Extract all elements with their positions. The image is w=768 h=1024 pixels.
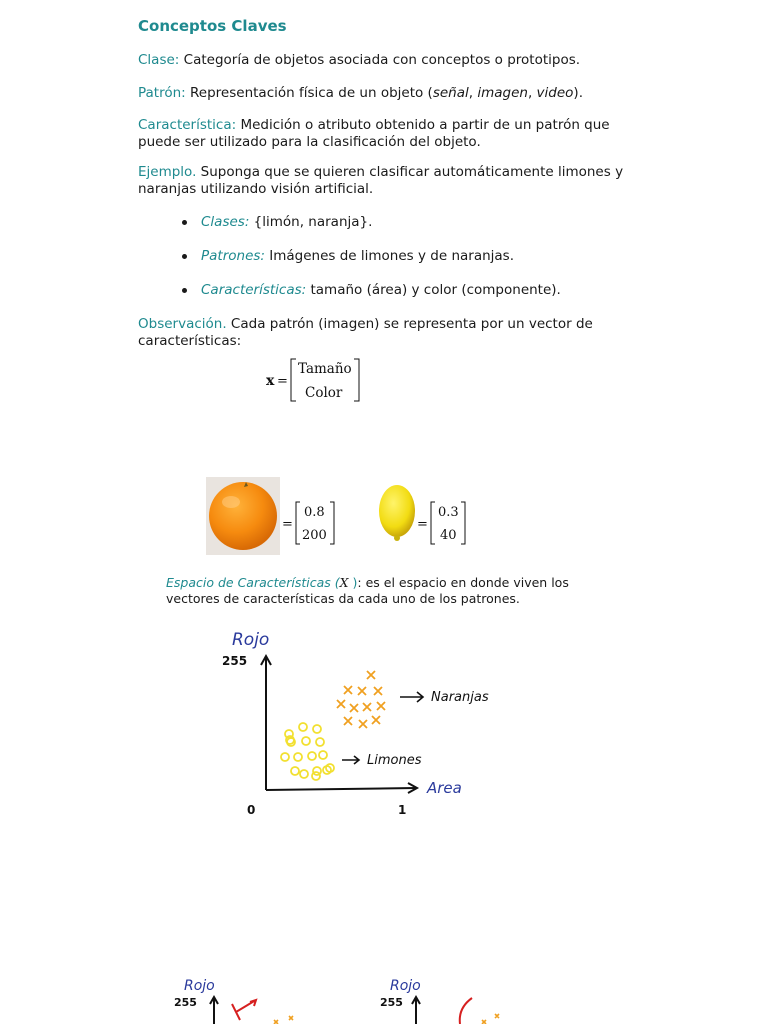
patron-example-image: imagen [477,85,528,101]
naranja-point [344,717,352,725]
red-curve-icon [460,998,472,1024]
naranja-point [344,686,352,694]
observacion-term: Observación. [138,316,227,332]
naranja-point [372,716,380,724]
naranja-point [337,700,345,708]
limon-point [319,751,327,759]
limon-point [294,753,302,761]
caracteristica-text: Medición o atributo obtenido a partir de un patrón que puede ser utilizado para la clasificación del objeto. [138,117,610,150]
limon-point [313,725,321,733]
caracteristica-colon: : [231,117,237,133]
plot-xmin: 0 [247,803,256,817]
x-axis [266,788,416,790]
espacio-symbol: X [339,575,349,590]
caracteristica-term: Característica [138,117,232,133]
naranjas-cluster [337,671,385,728]
list-item [176,212,616,246]
bullet-term: Patrones: [201,248,265,264]
observacion-paragraph [138,316,638,350]
bottom-left-ymax: 255 [174,996,197,1009]
plot-ylabel: Rojo [232,630,270,650]
feature-vector-equation [262,354,372,406]
left-bracket [291,359,296,401]
bullet-text: tamaño (área) y color (componente). [306,282,561,298]
naranja-point [374,687,382,695]
limon-point [302,737,310,745]
limon-point [291,767,299,775]
right-bracket [354,359,359,401]
ejemplo-term: Ejemplo. [138,164,197,180]
limon-point [299,723,307,731]
limon-point [316,738,324,746]
patron-sep-2: , [527,85,537,101]
patron-example-signal: señal [432,85,469,101]
limones-arrow [342,756,359,764]
vector-lhs: x [266,373,275,389]
patron-colon: : [181,85,186,101]
limon-point [281,753,289,761]
espacio-text: : es el espacio en donde viven los vectores de características da cada uno de los patrones. [166,575,569,606]
clase-colon: : [174,52,180,68]
limones-label: Limones [367,753,422,768]
example-bullet-list [176,212,616,314]
naranja-point [358,687,366,695]
bullet-term: Clases: [201,214,250,230]
feature-space-plot [220,625,520,820]
naranja-point [367,671,375,679]
bottom-plot-left [170,972,300,1024]
limon-point [308,752,316,760]
espacio-close: ) [348,575,358,590]
naranja-point [359,720,367,728]
patron-end: ). [573,85,583,101]
orange-vector-top: 0.8 [304,505,325,520]
section-title: Conceptos Claves [138,17,287,35]
patron-sep-1: , [468,85,478,101]
bottom-right-ymax: 255 [380,996,403,1009]
patron-example-video: video [536,85,574,101]
plot-xlabel: Area [427,779,462,797]
list-item [176,246,616,280]
plot-xmax: 1 [398,803,407,817]
observacion-text: Cada patrón (imagen) se representa por un vector de características: [138,316,593,349]
patron-definition [138,85,638,102]
patron-term: Patrón [138,85,182,101]
bullet-term: Características: [201,282,307,298]
bullet-text: Imágenes de limones y de naranjas. [264,248,514,264]
orange-vector-equals: = [282,517,293,532]
plot-ymax: 255 [222,654,248,668]
vector-equals: = [277,374,288,389]
lemon-vector-bottom: 40 [440,528,457,543]
clase-term: Clase [138,52,175,68]
bottom-plot-right [378,972,518,1024]
orange-photo [206,477,280,555]
orange-vector-bottom: 200 [302,528,327,543]
lemon-vector-equals: = [417,517,428,532]
clase-definition [138,52,638,69]
ejemplo-paragraph [138,164,638,198]
naranjas-label: Naranjas [431,690,489,705]
orange-vector [280,499,340,549]
lemon-vector-top: 0.3 [438,505,459,520]
vector-bottom: Color [305,385,343,401]
naranjas-arrow [400,692,423,702]
red-stroke-icon [232,1000,256,1020]
bottom-right-ylabel: Rojo [390,978,421,994]
naranja-point [377,702,385,710]
orange-marks [482,1014,499,1024]
caracteristica-definition [138,117,638,151]
vector-top: Tamaño [298,361,352,377]
clase-text: Categoría de objetos asociada con conceptos o prototipos. [179,52,581,68]
limones-cluster [281,723,334,780]
limon-point [300,770,308,778]
naranja-point [363,703,371,711]
lemon-photo [376,481,418,543]
feature-space-definition [166,575,606,607]
patron-text: Representación física de un objeto ( [185,85,433,101]
bottom-left-ylabel: Rojo [184,978,215,994]
bullet-text: {limón, naranja}. [249,214,373,230]
naranja-point [350,704,358,712]
limon-point [312,772,320,780]
list-item [176,280,616,314]
lemon-vector [415,499,471,549]
orange-marks [274,1016,293,1024]
espacio-term: Espacio de Características ( [166,575,340,590]
ejemplo-text: Suponga que se quieren clasificar automáticamente limones y naranjas utilizando visión artificial. [138,164,624,197]
